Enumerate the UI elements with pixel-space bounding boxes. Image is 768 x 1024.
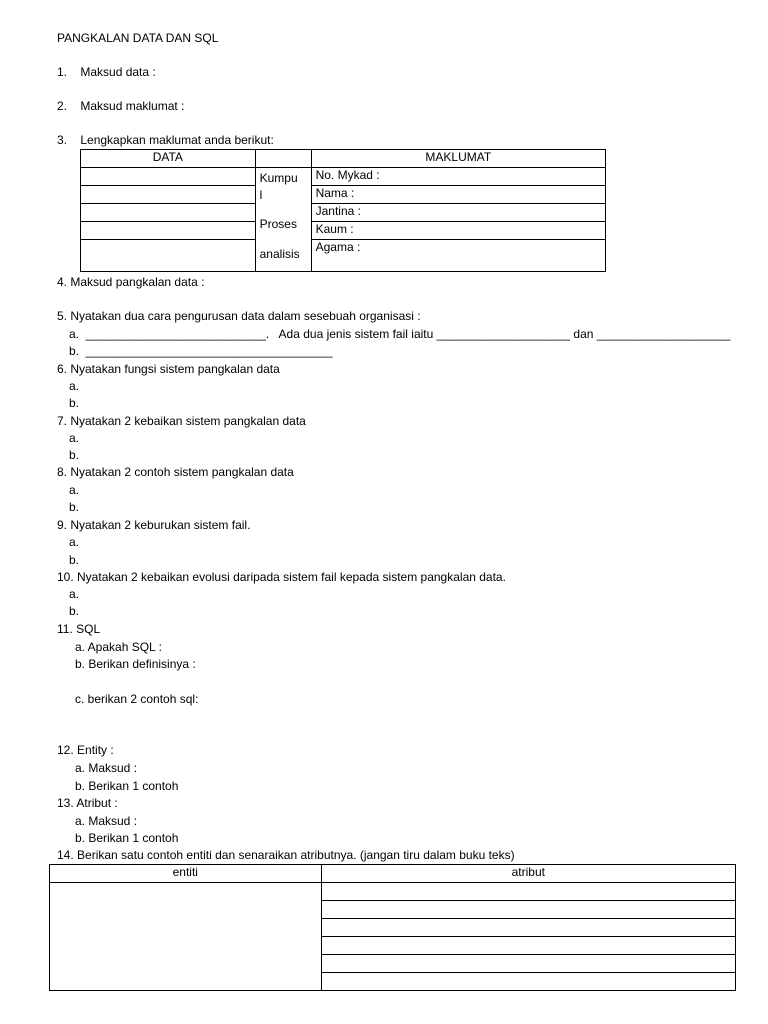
process-word-3: Proses: [259, 217, 297, 231]
question-8: 8. Nyatakan 2 contoh sistem pangkalan data: [57, 465, 294, 479]
maklumat-agama[interactable]: Agama :: [311, 240, 605, 272]
answer-10b: b.: [69, 604, 80, 618]
header-entiti: entiti: [50, 865, 322, 883]
process-column: [255, 168, 311, 272]
process-word-4: analisis: [259, 247, 300, 261]
answer-8a: a.: [69, 483, 80, 497]
question-9: 9. Nyatakan 2 keburukan sistem fail.: [57, 518, 251, 532]
answer-9b: b.: [69, 553, 80, 567]
entiti-atribut-table: [49, 864, 736, 991]
answer-7b: b.: [69, 448, 80, 462]
question-1: 1. Maksud data :: [57, 65, 156, 79]
question-2: 2. Maksud maklumat :: [57, 99, 185, 113]
atribut-cell[interactable]: [321, 937, 735, 955]
question-13a: a. Maksud :: [75, 814, 138, 828]
maklumat-mykad[interactable]: No. Mykad :: [311, 168, 605, 186]
question-11: 11. SQL: [57, 622, 101, 636]
data-cell[interactable]: [81, 222, 256, 240]
answer-10a: a.: [69, 587, 80, 601]
answer-6a: a.: [69, 379, 80, 393]
answer-6b: b.: [69, 396, 80, 410]
data-cell[interactable]: [81, 240, 256, 272]
question-11a: a. Apakah SQL :: [75, 640, 162, 654]
atribut-cell[interactable]: [321, 955, 735, 973]
data-cell[interactable]: [81, 186, 256, 204]
question-12a: a. Maksud :: [75, 761, 138, 775]
question-11b: b. Berikan definisinya :: [75, 657, 196, 671]
process-word-2: l: [259, 188, 263, 202]
answer-7a: a.: [69, 431, 80, 445]
question-3: 3. Lengkapkan maklumat anda berikut:: [57, 133, 274, 147]
question-10: 10. Nyatakan 2 kebaikan evolusi daripada sistem fail kepada sistem pangkalan data.: [57, 570, 506, 584]
process-word-1: Kumpu: [259, 171, 298, 185]
question-6: 6. Nyatakan fungsi sistem pangkalan data: [57, 362, 280, 376]
maklumat-jantina[interactable]: Jantina :: [311, 204, 605, 222]
question-11c: c. berikan 2 contoh sql:: [75, 692, 199, 706]
question-5a: a. ___________________________. Ada dua jenis sistem fail iaitu ____________________ dan ____________________: [69, 327, 731, 341]
atribut-cell[interactable]: [321, 973, 735, 991]
header-maklumat: MAKLUMAT: [311, 150, 605, 168]
question-14: 14. Berikan satu contoh entiti dan senaraikan atributnya. (jangan tiru dalam buku teks): [57, 848, 515, 862]
header-empty: [255, 150, 311, 168]
question-5b: b. _____________________________________: [69, 344, 333, 358]
atribut-cell[interactable]: [321, 919, 735, 937]
data-cell[interactable]: [81, 168, 256, 186]
header-atribut: atribut: [321, 865, 735, 883]
answer-8b: b.: [69, 500, 80, 514]
maklumat-nama[interactable]: Nama :: [311, 186, 605, 204]
page-title: PANGKALAN DATA DAN SQL: [57, 31, 219, 45]
question-13b: b. Berikan 1 contoh: [75, 831, 179, 845]
answer-9a: a.: [69, 535, 80, 549]
data-maklumat-table: [80, 149, 606, 272]
question-12b: b. Berikan 1 contoh: [75, 779, 179, 793]
question-4: 4. Maksud pangkalan data :: [57, 275, 205, 289]
entiti-cell[interactable]: [50, 883, 322, 991]
question-7: 7. Nyatakan 2 kebaikan sistem pangkalan data: [57, 414, 306, 428]
header-data: DATA: [81, 150, 256, 168]
atribut-cell[interactable]: [321, 883, 735, 901]
question-12: 12. Entity :: [57, 743, 114, 757]
question-13: 13. Atribut :: [57, 796, 118, 810]
atribut-cell[interactable]: [321, 901, 735, 919]
question-5: 5. Nyatakan dua cara pengurusan data dalam sesebuah organisasi :: [57, 309, 421, 323]
data-cell[interactable]: [81, 204, 256, 222]
maklumat-kaum[interactable]: Kaum :: [311, 222, 605, 240]
